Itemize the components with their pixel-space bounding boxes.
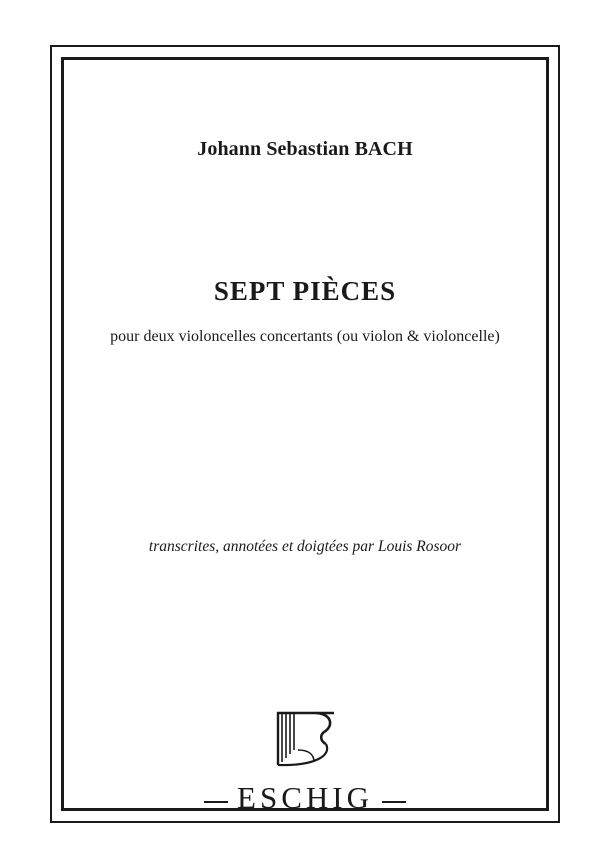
publisher-mark [200, 780, 410, 820]
eschig-harp-logo-icon [274, 710, 338, 770]
publisher-name: ESCHIG [237, 780, 373, 815]
work-subtitle: pour deux violoncelles concertants (ou violon & violoncelle) [110, 328, 500, 345]
publisher-rule-right [382, 801, 406, 803]
composer-name: Johann Sebastian BACH [197, 138, 413, 160]
arranger-credit: transcrites, annotées et doigtées par Louis Rosoor [148, 538, 462, 555]
inner-border [61, 57, 549, 811]
work-title: SEPT PIÈCES [213, 276, 397, 306]
